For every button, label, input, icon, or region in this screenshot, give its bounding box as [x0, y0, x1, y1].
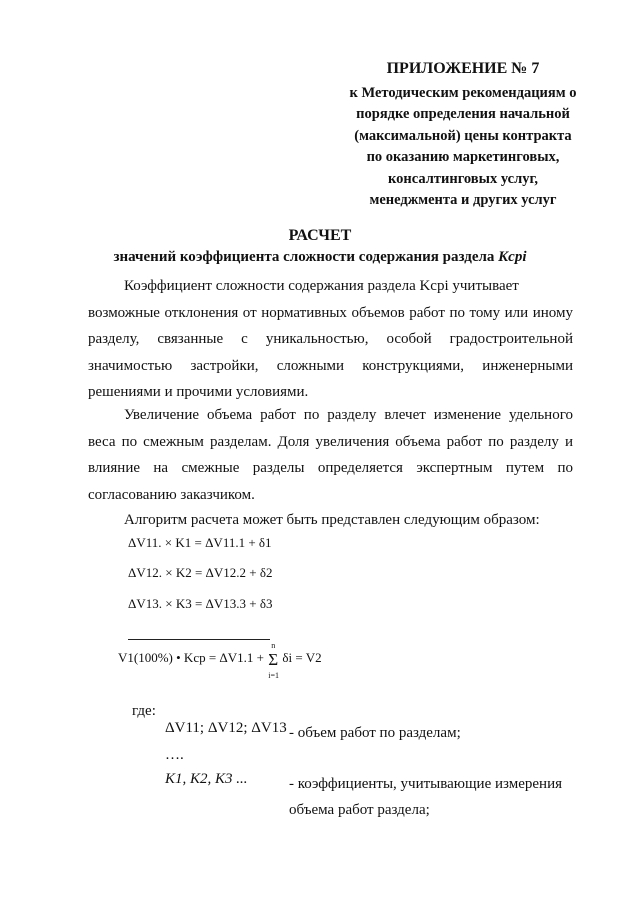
definition-term [165, 771, 289, 788]
definition-row [165, 747, 579, 764]
paragraph-1-body: возможные отклонения от нормативных объемов работ по тому или иному разделу, связанные с уникальностью, особой градостроительной значимостью застройки, сложными конструкциями, инженерными решениями и прочими условиями. [88, 304, 573, 400]
paragraph-2 [88, 402, 573, 508]
paragraph-1-first-line: Коэффициент сложности содержания раздела Kсрі учитывает [124, 278, 519, 294]
sigma-upper: n [271, 641, 276, 650]
appendix-line: (максимальной) цены контракта [354, 127, 572, 144]
title-line-2 [0, 248, 640, 267]
definition-term: ΔV11; ΔV12; ΔV13 [165, 720, 287, 736]
appendix-line: порядке определения начальной [356, 106, 570, 122]
formula-2: ΔV12. × K2 = ΔV12.2 + δ2 [128, 565, 273, 580]
appendix-heading: ПРИЛОЖЕНИЕ № 7 [386, 60, 540, 77]
definition-desc: - коэффициенты, учитывающие измерения объема работ раздела; [289, 776, 562, 818]
appendix-line: консалтинговых услуг, [387, 170, 539, 187]
definition-desc: - объем работ по разделам; [289, 725, 461, 741]
appendix-line: по оказанию маркетинговых, [366, 149, 560, 165]
divider-line [128, 639, 270, 640]
sigma-symbol: Σ n i=1 [268, 641, 279, 680]
appendix-block [332, 58, 594, 212]
document-title [0, 226, 640, 267]
definition-row [165, 720, 579, 746]
paragraph-1 [88, 273, 573, 406]
sigma-lower: i=1 [268, 671, 279, 680]
definition-row [165, 771, 579, 823]
title-line-1: РАСЧЕТ [288, 227, 352, 244]
appendix-line: менеджмента и других услуг [369, 192, 557, 208]
paragraph-3: Алгоритм расчета может быть представлен следующим образом: [124, 512, 540, 528]
sum-formula [118, 641, 322, 680]
appendix-line: к Методическим рекомендациям о [349, 84, 577, 101]
definition-term-italic: K1, K2, K3 ... [165, 771, 248, 787]
sum-formula-left: V1(100%) • Kср = ΔV1.1 + [118, 650, 264, 665]
formula-1: ΔV11. × K1 = ΔV11.1 + δ1 [128, 535, 272, 550]
title-symbol: Kсрі [498, 249, 527, 265]
definition-term: …. [165, 747, 184, 763]
paragraph-2-body: Увеличение объема работ по разделу влечет изменение удельного веса по смежным разделам. Доля увеличения объема работ по разделу и влияние на смежные разделы определяется экспертным путем по согласованию заказчиком. [88, 407, 573, 503]
sum-formula-right: δi = V2 [282, 650, 322, 665]
formula-3: ΔV13. × K3 = ΔV13.3 + δ3 [128, 596, 273, 611]
title-text: значений коэффициента сложности содержания раздела [113, 249, 495, 265]
where-label: где: [132, 703, 156, 719]
